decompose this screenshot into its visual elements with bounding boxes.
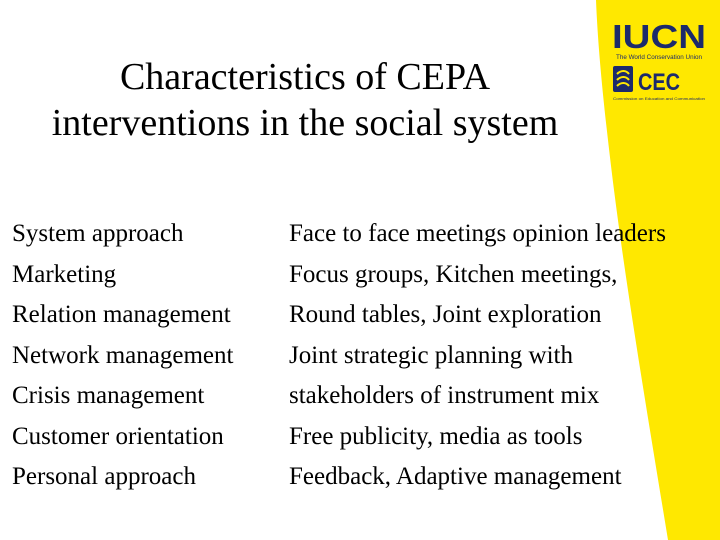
title-line-1: Characteristics of CEPA <box>119 56 491 98</box>
list-item: Feedback, Adaptive management <box>289 463 622 490</box>
list-item: Marketing <box>12 260 117 288</box>
list-item: Network management <box>12 341 234 369</box>
list-item: System approach <box>12 220 184 247</box>
title-line-2: interventions in the social system <box>51 102 559 144</box>
list-item: Customer orientation <box>12 422 224 450</box>
iucn-tagline: The World Conservation Union <box>616 55 702 61</box>
page-title <box>0 54 610 146</box>
list-item: Face to face meetings opinion leaders <box>289 220 666 247</box>
list-item: Relation management <box>12 301 231 328</box>
iucn-logo-text: IUCN <box>612 18 706 55</box>
cec-small-text: Commission on Education and Communication <box>613 96 705 101</box>
list-item: stakeholders of instrument mix <box>289 382 600 409</box>
cec-emblem-icon <box>613 66 633 92</box>
list-item: Round tables, Joint exploration <box>289 301 602 328</box>
cec-logo-text: CEC <box>638 69 680 96</box>
list-item: Free publicity, media as tools <box>289 422 583 450</box>
interventions-list <box>289 214 666 498</box>
list-item: Joint strategic planning with <box>289 341 573 369</box>
iucn-cec-logo <box>610 18 708 104</box>
list-item: Personal approach <box>12 463 196 490</box>
list-item: Focus groups, Kitchen meetings, <box>289 260 618 288</box>
characteristics-list <box>12 214 233 498</box>
list-item: Crisis management <box>12 382 205 409</box>
